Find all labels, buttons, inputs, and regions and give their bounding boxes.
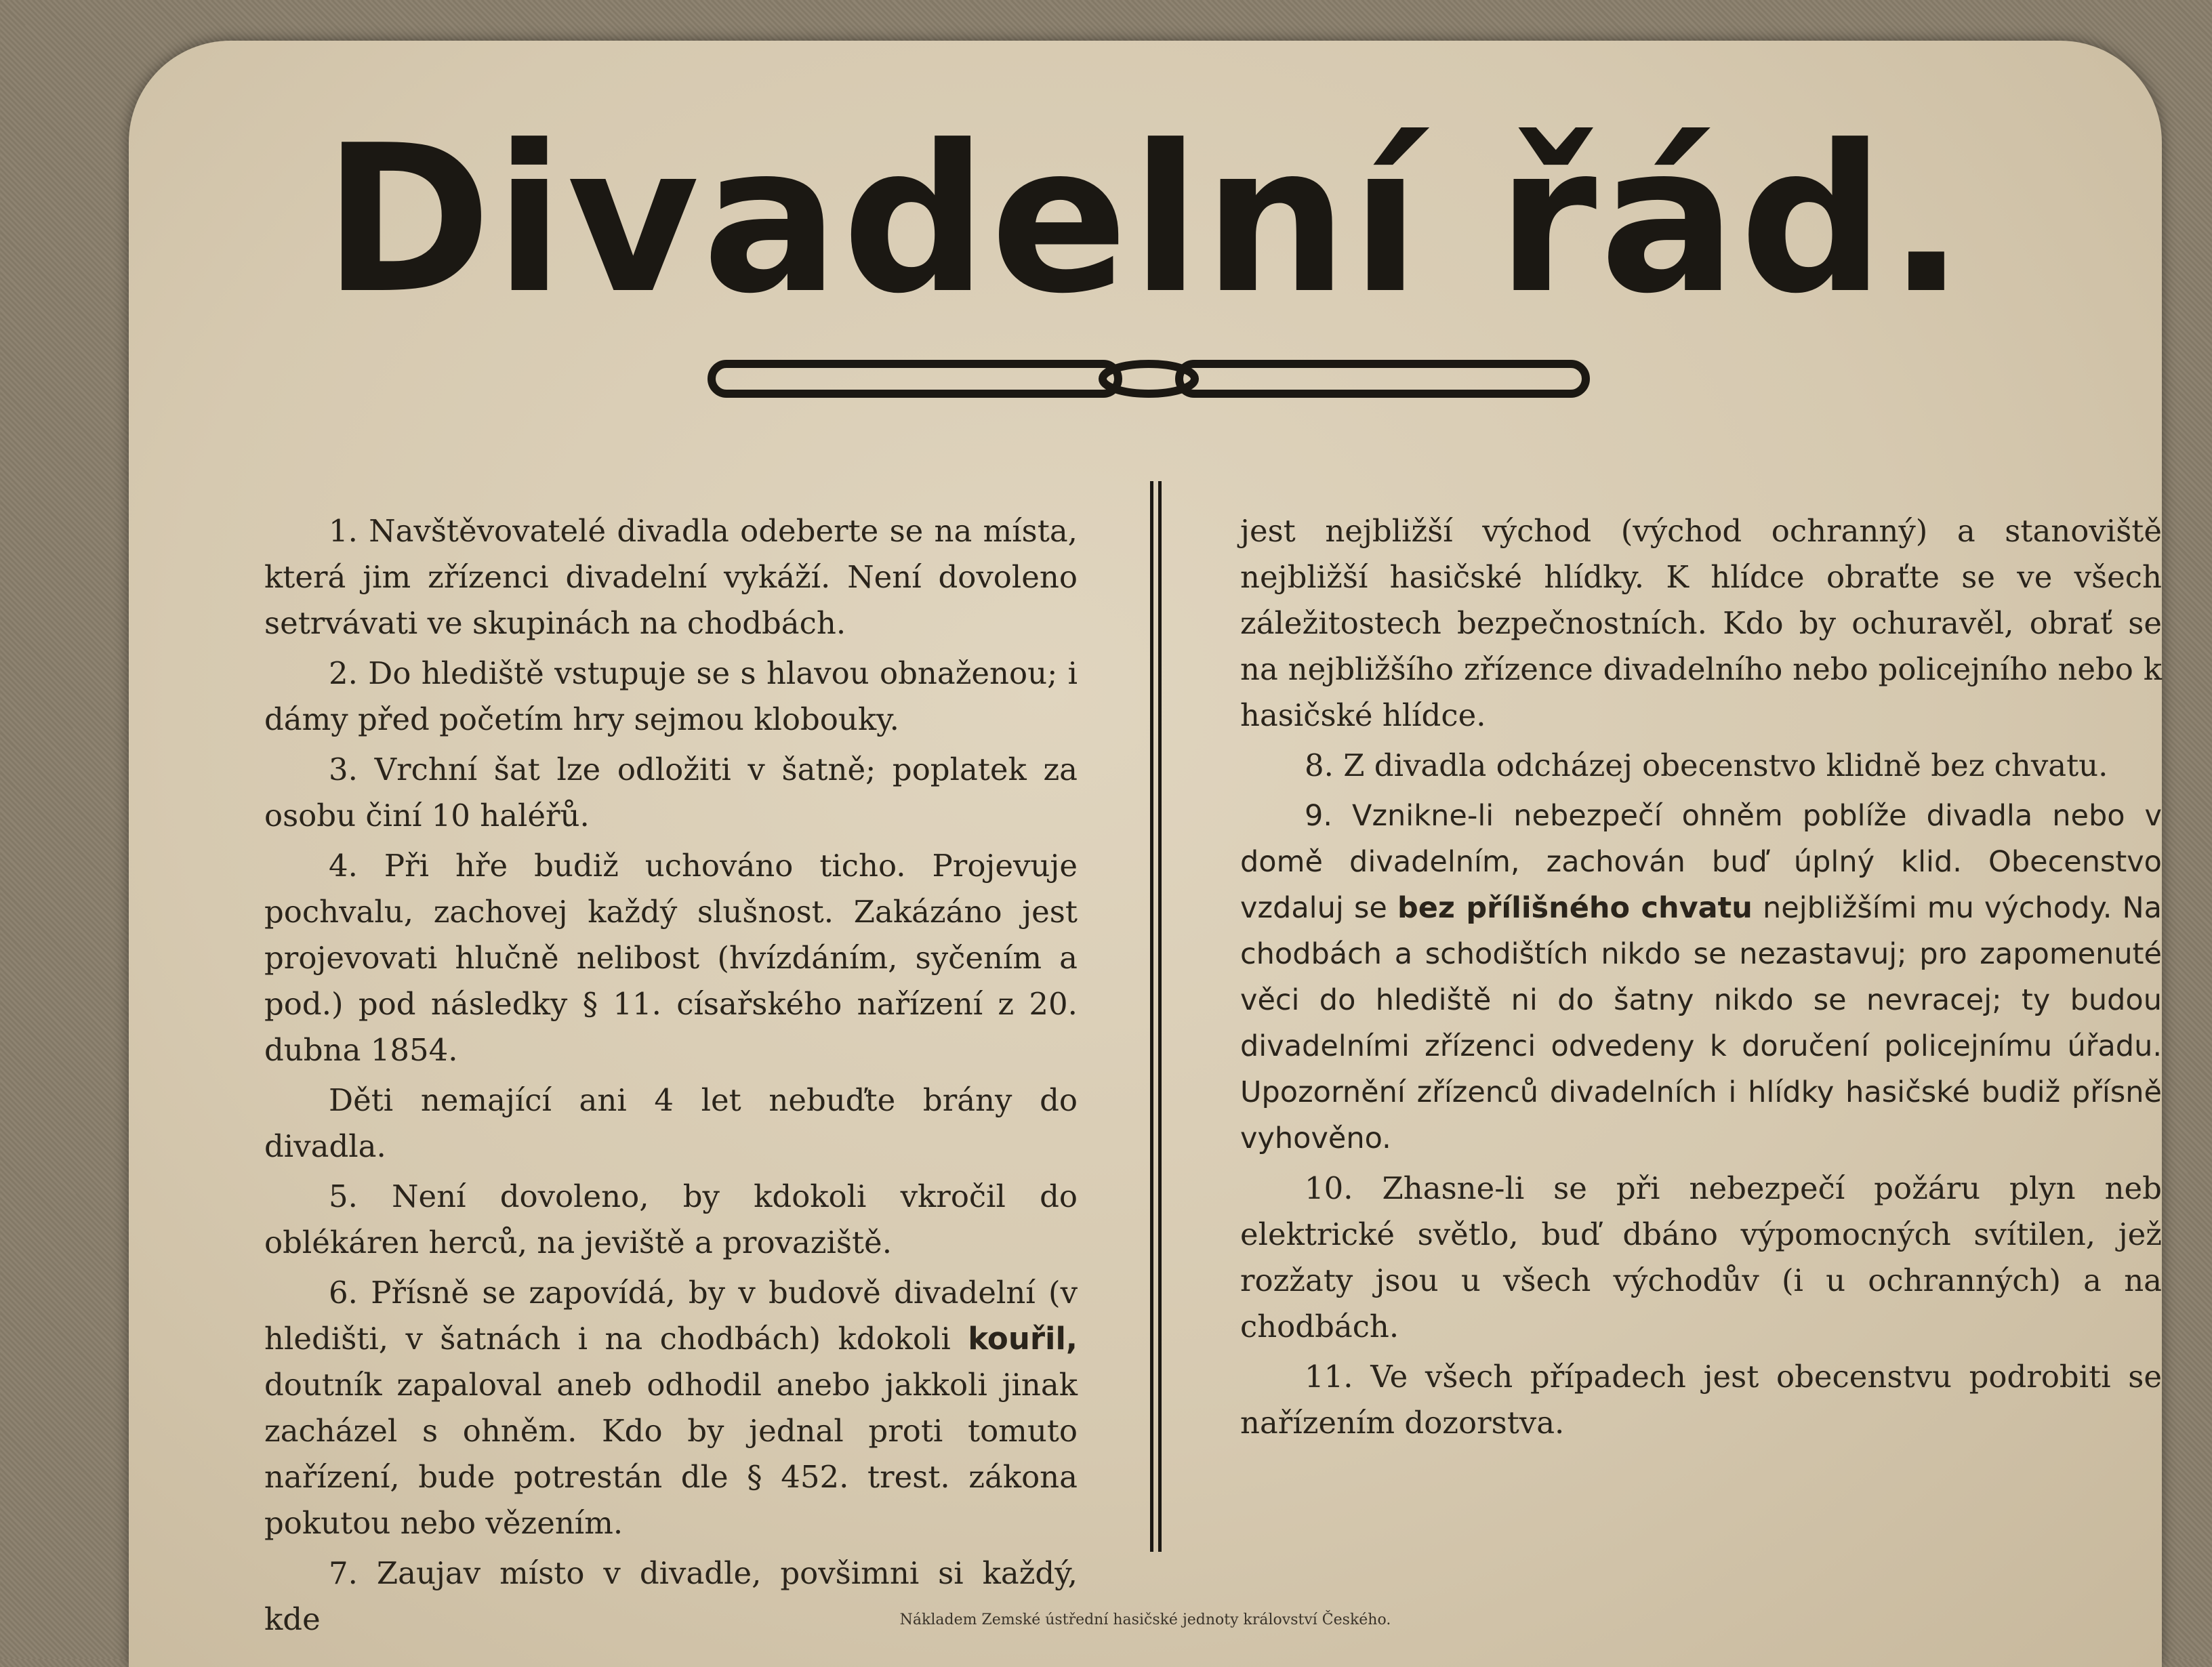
rule-8: 8. Z divadla odcházej obecenstvo klidně bez chvatu. (1305, 747, 2108, 783)
rule-10: 10. Zhasne-li se při nebezpečí požáru plyn neb elektrické světlo, buď dbáno výpomocných svítilen, jež rozžaty jsou u všech východův (i u ochranných) a na chodbách. (1240, 1170, 2162, 1344)
rule-6-text-before: 6. Přísně se zapovídá, by v budově divadelní (v hledišti, v šatnách i na chodbách) kdokoli (264, 1275, 1078, 1357)
publisher-footer: Nákladem Zemské ústřední hasičské jednoty království Českého. (899, 1611, 1391, 1628)
poster-title: Divadelní řád. (323, 102, 1968, 338)
rule-1: 1. Navštěvovatelé divadla odeberte se na místa, která jim zřízenci divadelní vykáží. Není dovoleno setrvávati ve skupinách na chodbách. (264, 513, 1078, 641)
poster (129, 41, 2162, 1667)
rule-6-text-after: doutník zapaloval aneb odhodil anebo jakkoli jinak zacházel s ohněm. Kdo by jednal proti tomuto nařízení, bude potrestán dle § 452. trest. zákona pokutou nebo vězením. (264, 1367, 1078, 1541)
rule-4: 4. Při hře budiž uchováno ticho. Projevuje pochvalu, zachovej každý slušnost. Zakázáno jest projevovati hlučně nelibost (hvízdáním, syčením a pod.) pod následky § 11. císařského nařízení z 20. dubna 1854. (264, 848, 1078, 1068)
rule-6 (264, 1270, 1078, 1546)
left-column (264, 508, 1078, 1647)
rule-9-text-after: nejbližšími mu východy. Na chodbách a schodištích nikdo se nezastavuj; pro zapomenuté věci do hlediště ni do šatny nikdo se nevracej; ty budou divadelními zřízenci odvedeny k doručení policejnímu úřadu. Upozornění zřízenců divadelních i hlídky hasičské budiž přísně vyhověno. (1240, 891, 2163, 1155)
right-column (1240, 508, 2162, 1450)
rule-6-emphasis: kouřil, (968, 1321, 1078, 1357)
rule-7: 7. Zaujav místo v divadle, povšimni si každý, kde (264, 1555, 1078, 1637)
rule-3: 3. Vrchní šat lze odložiti v šatně; poplatek za osobu činí 10 haléřů. (264, 752, 1078, 834)
rule-5: 5. Není dovoleno, by kdokoli vkročil do oblékáren herců, na jeviště a provaziště. (264, 1178, 1078, 1260)
rule-9 (1240, 793, 2162, 1161)
column-divider (1149, 481, 1164, 1552)
rule-11: 11. Ve všech případech jest obecenstvu podrobiti se nařízením dozorstva. (1240, 1359, 2162, 1441)
rule-9-text-before: 9. Vznikne-li nebezpečí ohněm poblíže divadla nebo v domě divadelním, zachován buď úplný klid. Obecenstvo vzdaluj se (1240, 799, 2162, 925)
rule-4-children: Děti nemající ani 4 let nebuďte brány do divadla. (264, 1082, 1078, 1164)
rule-2: 2. Do hlediště vstupuje se s hlavou obnaženou; i dámy před početím hry sejmou klobouky. (264, 655, 1078, 737)
rule-7-continuation: jest nejbližší východ (východ ochranný) a stanoviště nejbližší hasičské hlídky. K hlídce obraťte se ve všech záležitostech bezpečnostních. Kdo by ochuravěl, obrať se na nejbližšího zřízence divadelního nebo policejního nebo k hasičské hlídce. (1240, 513, 2162, 733)
rule-9-emphasis: bez přílišného chvatu (1397, 891, 1753, 925)
title-ornament (705, 349, 1593, 410)
